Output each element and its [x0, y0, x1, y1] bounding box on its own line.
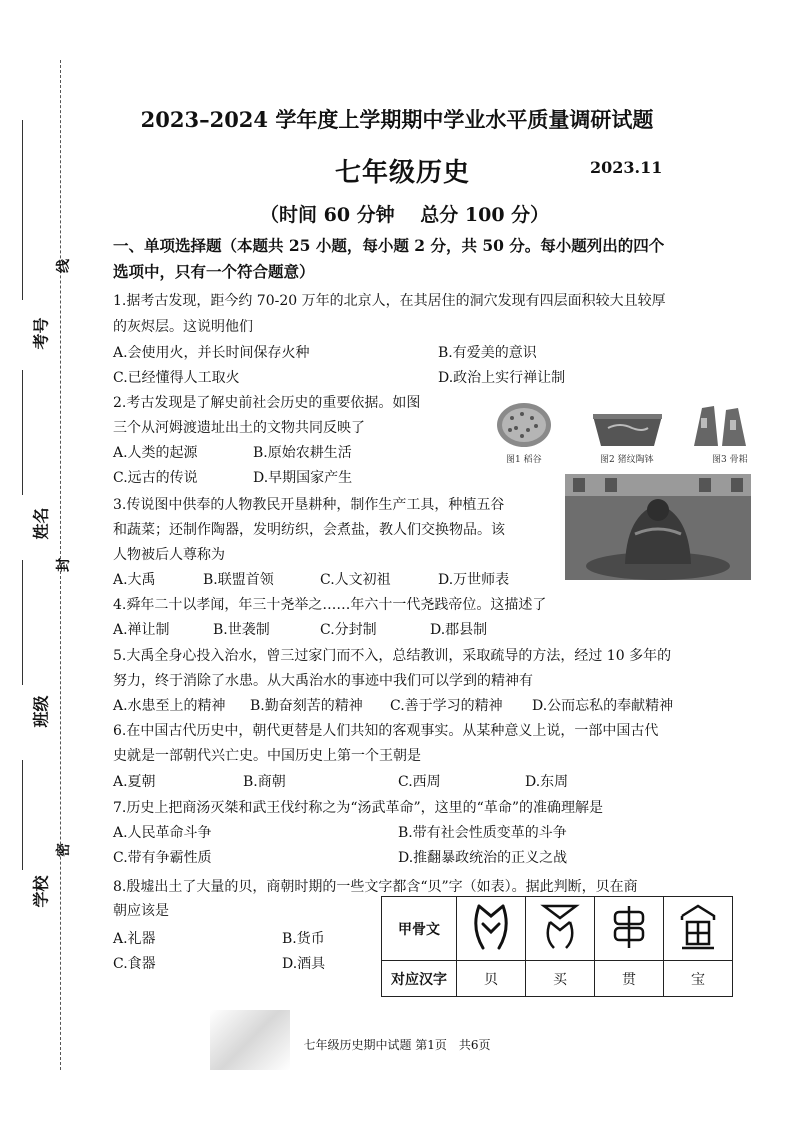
q7-option-a: A.人民革命斗争 [113, 825, 212, 841]
caption-bowl: 图2 猪纹陶钵 [600, 455, 654, 465]
q8-option-a: A.礼器 [113, 931, 156, 947]
q8-option-d: D.酒具 [282, 956, 326, 972]
q4-option-c: C.分封制 [320, 622, 377, 638]
q8-line1: 8.殷墟出土了大量的贝，商朝时期的一些文字都含“贝”字（如表）。据此判断，贝在商 [113, 879, 638, 895]
q3-line3: 人物被后人尊称为 [113, 547, 225, 563]
q7-option-d: D.推翻暴政统治的正义之战 [398, 850, 568, 866]
q1-option-b: B.有爱美的意识 [438, 345, 537, 361]
q3-option-b: B.联盟首领 [203, 572, 274, 588]
exam-title: 2023–2024 学年度上学期期中学业水平质量调研试题 [140, 107, 654, 132]
q3-option-d: D.万世师表 [438, 572, 510, 588]
margin-secret-char: 密 [56, 843, 72, 857]
q4-option-a: A.禅让制 [113, 622, 170, 638]
q5-option-d: D.公而忘私的奉献精神 [532, 698, 674, 714]
oracle-glyph-bao [664, 897, 733, 961]
q5-option-a: A.水患至上的精神 [113, 698, 226, 714]
statue-photo [565, 474, 751, 580]
oracle-glyph-mai [526, 897, 595, 961]
oracle-glyph-bao-icon [676, 902, 720, 952]
q4-option-d: D.郡县制 [430, 622, 488, 638]
school-label: 学校 [31, 875, 51, 908]
q6-option-b: B.商朝 [243, 774, 286, 790]
oracle-bone-table [381, 896, 733, 997]
q5-line2: 努力，终于消除了水患。从大禹治水的事迹中我们可以学到的精神有 [113, 673, 533, 689]
oracle-glyph-bei [457, 897, 526, 961]
rice-grains-image [494, 400, 554, 450]
q6-line2: 史就是一部朝代兴亡史。中国历史上第一个王朝是 [113, 748, 421, 764]
exam-no-fill-line [22, 120, 23, 300]
page-footer: 七年级历史期中试题 第1页 共6页 [303, 1038, 491, 1052]
hanzi-bao: 宝 [664, 961, 733, 997]
q5-line1: 5.大禹全身心投入治水，曾三过家门而不入，总结教训，采取疏导的方法，经过 10 多年的 [113, 648, 672, 664]
time-score: （时间 60 分钟 总分 100 分） [260, 204, 550, 226]
q5-option-c: C.善于学习的精神 [390, 698, 503, 714]
q8-line2: 朝应该是 [113, 903, 169, 919]
margin-line-char: 线 [56, 259, 72, 273]
oracle-glyph-guan [595, 897, 664, 961]
q4-line1: 4.舜年二十以孝闻，年三十尧举之……年六十一代尧践帝位。这描述了 [113, 597, 547, 613]
hanzi-guan: 贯 [595, 961, 664, 997]
q8-option-c: C.食器 [113, 956, 156, 972]
school-fill-line [22, 760, 23, 870]
caption-spade: 图3 骨耜 [712, 455, 748, 465]
q1-line2: 的灰烬层。这说明他们 [113, 319, 253, 335]
name-fill-line [22, 370, 23, 495]
section-heading-line2: 选项中，只有一个符合题意） [113, 262, 315, 281]
q1-option-c: C.已经懂得人工取火 [113, 370, 240, 386]
q6-option-d: D.东周 [525, 774, 569, 790]
hanzi-mai: 买 [526, 961, 595, 997]
q2-option-a: A.人类的起源 [113, 445, 198, 461]
hanzi-row-label: 对应汉字 [382, 961, 457, 997]
q1-option-a: A.会使用火，并长时间保存火种 [113, 345, 310, 361]
q2-line1: 2.考古发现是了解史前社会历史的重要依据。如图 [113, 395, 421, 411]
margin-seal-char: 封 [56, 558, 72, 572]
oracle-glyph-bei-icon [469, 902, 513, 952]
name-label: 姓名 [31, 507, 51, 540]
q6-option-c: C.西周 [398, 774, 441, 790]
exam-subtitle: 七年级历史 [335, 158, 471, 188]
oracle-glyph-mai-icon [538, 902, 582, 952]
q5-option-b: B.勤奋刻苦的精神 [250, 698, 363, 714]
q2-option-d: D.早期国家产生 [253, 470, 353, 486]
caption-rice: 图1 稻谷 [506, 455, 542, 465]
q1-line1: 1.据考古发现，距今约 70-20 万年的北京人，在其居住的洞穴发现有四层面积较大且较厚 [113, 293, 666, 309]
q6-line1: 6.在中国古代历史中，朝代更替是人们共知的客观事实。从某种意义上说，一部中国古代 [113, 723, 659, 739]
q2-option-c: C.远古的传说 [113, 470, 198, 486]
class-fill-line [22, 560, 23, 685]
q1-option-d: D.政治上实行禅让制 [438, 370, 566, 386]
q8-option-b: B.货币 [282, 931, 325, 947]
exam-no-label: 考号 [31, 317, 51, 350]
q7-option-c: C.带有争霸性质 [113, 850, 212, 866]
exam-date: 2023.11 [590, 158, 663, 177]
class-label: 班级 [31, 695, 51, 728]
pig-pottery-bowl-image [590, 410, 665, 450]
q4-option-b: B.世袭制 [213, 622, 270, 638]
q6-option-a: A.夏朝 [113, 774, 156, 790]
q7-option-b: B.带有社会性质变革的斗争 [398, 825, 567, 841]
section-heading-line1: 一、单项选择题（本题共 25 小题，每小题 2 分，共 50 分。每小题列出的四个 [113, 236, 665, 255]
oracle-glyph-guan-icon [607, 902, 651, 952]
q2-line2: 三个从河姆渡遗址出土的文物共同反映了 [113, 420, 365, 436]
hanzi-bei: 贝 [457, 961, 526, 997]
q7-line1: 7.历史上把商汤灭桀和武王伐纣称之为“汤武革命”，这里的“革命”的准确理解是 [113, 800, 603, 816]
bone-spade-image [690, 402, 750, 448]
q3-line1: 3.传说图中供奉的人物教民开垦耕种，制作生产工具，种植五谷 [113, 497, 505, 513]
q3-option-c: C.人文初祖 [320, 572, 391, 588]
oracle-row-label: 甲骨文 [382, 897, 457, 961]
q2-option-b: B.原始农耕生活 [253, 445, 352, 461]
q3-line2: 和蔬菜；还制作陶器，发明纺织，会煮盐，教人们交换物品。该 [113, 522, 505, 538]
q3-option-a: A.大禹 [113, 572, 156, 588]
